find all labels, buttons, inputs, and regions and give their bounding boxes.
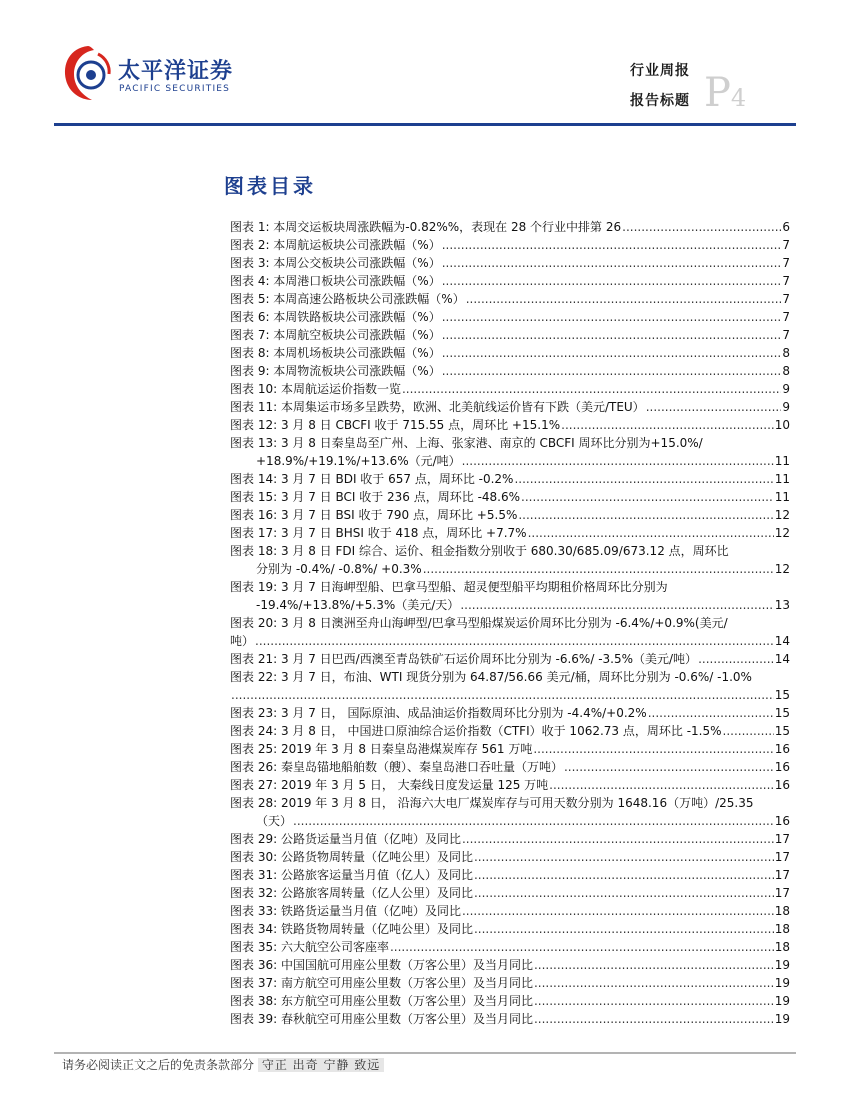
toc-entry-label: 图表 14: 3 月 7 日 BDI 收于 657 点，周环比 -0.2%: [230, 472, 514, 486]
toc-entry[interactable]: [230, 758, 790, 776]
toc-entry-label: 图表 30: 公路货物周转量（亿吨公里）及同比: [230, 850, 473, 864]
toc-entry-label: 图表 33: 铁路货运量当月值（亿吨）及同比: [230, 904, 461, 918]
toc-entry[interactable]: [230, 614, 790, 632]
toc-entry-continuation[interactable]: [230, 596, 790, 614]
pacific-securities-logo-icon: [60, 40, 116, 110]
company-logo: [60, 40, 350, 110]
toc-entry-label: 图表 3: 本周公交板块公司涨跌幅（%）: [230, 256, 441, 270]
toc-leader-dots: [474, 866, 774, 884]
toc-entry-continuation[interactable]: [230, 632, 790, 650]
company-motto: 守正 出奇 宁静 致远: [258, 1058, 384, 1072]
toc-entry-label: 图表 12: 3 月 8 日 CBCFI 收于 715.55 点，周环比 +15.1%: [230, 418, 561, 432]
toc-entry[interactable]: [230, 362, 790, 380]
toc-leader-dots: [442, 344, 782, 362]
table-of-figures: [230, 218, 790, 1028]
page-footer: [62, 1056, 384, 1073]
page-digit: 4: [730, 84, 747, 112]
toc-page-number: 10: [774, 418, 790, 432]
toc-entry[interactable]: [230, 398, 790, 416]
toc-entry[interactable]: [230, 542, 790, 560]
toc-entry[interactable]: [230, 794, 790, 812]
toc-entry-label-cont: -19.4%/+13.8%/+5.3%（美元/天）: [256, 598, 460, 612]
toc-entry-label: 图表 21: 3 月 7 日巴西/西澳至青岛铁矿石运价周环比分别为 -6.6%/ -3.5%（美元/吨）: [230, 652, 698, 666]
toc-entry-continuation[interactable]: [230, 686, 790, 704]
toc-leader-dots: [564, 758, 774, 776]
toc-entry[interactable]: [230, 506, 790, 524]
toc-leader-dots: [723, 722, 774, 740]
toc-leader-dots: [255, 632, 774, 650]
toc-entry-label: 图表 34: 铁路货物周转量（亿吨公里）及同比: [230, 922, 473, 936]
toc-entry-label: 图表 5: 本周高速公路板块公司涨跌幅（%）: [230, 292, 465, 306]
toc-page-number: 11: [774, 454, 790, 468]
toc-entry[interactable]: [230, 956, 790, 974]
toc-page-number: 15: [774, 706, 790, 720]
toc-entry[interactable]: [230, 272, 790, 290]
toc-leader-dots: [534, 956, 774, 974]
toc-entry[interactable]: [230, 974, 790, 992]
toc-page-number: 8: [782, 346, 790, 360]
report-category: 行业周报: [630, 63, 690, 79]
toc-leader-dots: [293, 812, 774, 830]
toc-entry[interactable]: [230, 434, 790, 452]
toc-entry-continuation[interactable]: [230, 812, 790, 830]
toc-page-number: 16: [774, 760, 790, 774]
toc-entry-label: 图表 38: 东方航空可用座公里数（万客公里）及当月同比: [230, 994, 533, 1008]
toc-page-number: 17: [774, 886, 790, 900]
toc-leader-dots: [442, 326, 782, 344]
toc-leader-dots: [698, 650, 774, 668]
toc-entry[interactable]: [230, 236, 790, 254]
toc-leader-dots: [549, 776, 774, 794]
toc-page-number: 7: [782, 256, 790, 270]
disclaimer-text: 请务必阅读正文之后的免责条款部分: [62, 1058, 255, 1072]
toc-entry-label: 图表 15: 3 月 7 日 BCI 收于 236 点，周环比 -48.6%: [230, 490, 521, 504]
toc-entry[interactable]: [230, 668, 790, 686]
toc-entry-label: 图表 39: 春秋航空可用座公里数（万客公里）及当月同比: [230, 1012, 533, 1026]
toc-entry-label-cont: +18.9%/+19.1%/+13.6%（元/吨）: [256, 454, 461, 468]
toc-page-number: 7: [782, 292, 790, 306]
page-number: [704, 70, 746, 116]
toc-entry-label: 图表 27: 2019 年 3 月 5 日， 大秦线日度发运量 125 万吨: [230, 778, 549, 792]
toc-leader-dots: [534, 992, 774, 1010]
toc-entry-label: 图表 1: 本周交运板块周涨跌幅为-0.82%%，表现在 28 个行业中排第 26: [230, 220, 622, 234]
toc-page-number: 14: [774, 634, 790, 648]
toc-page-number: 16: [774, 778, 790, 792]
toc-page-number: 19: [774, 1012, 790, 1026]
toc-leader-dots: [533, 740, 773, 758]
toc-leader-dots: [518, 506, 773, 524]
toc-page-number: 17: [774, 832, 790, 846]
toc-entry[interactable]: [230, 488, 790, 506]
toc-page-number: 8: [782, 364, 790, 378]
toc-entry[interactable]: [230, 884, 790, 902]
toc-entry-label: 图表 32: 公路旅客周转量（亿人公里）及同比: [230, 886, 473, 900]
toc-entry-label-cont: （天）: [256, 814, 293, 828]
toc-page-number: 16: [774, 814, 790, 828]
toc-entry[interactable]: [230, 524, 790, 542]
toc-entry-label: 图表 18: 3 月 8 日 FDI 综合、运价、租金指数分别收于 680.30/685.09/673.12 点，周环比: [230, 544, 729, 558]
toc-page-number: 7: [782, 238, 790, 252]
toc-entry[interactable]: [230, 218, 790, 236]
toc-leader-dots: [528, 524, 774, 542]
toc-leader-dots: [462, 902, 774, 920]
toc-entry[interactable]: [230, 920, 790, 938]
toc-page-number: 14: [774, 652, 790, 666]
toc-page-number: 17: [774, 868, 790, 882]
toc-entry-label-cont: 吨）: [230, 634, 255, 648]
toc-page-number: 12: [774, 562, 790, 576]
toc-entry[interactable]: [230, 704, 790, 722]
toc-entry[interactable]: [230, 308, 790, 326]
toc-page-number: 12: [774, 508, 790, 522]
toc-entry[interactable]: [230, 776, 790, 794]
toc-entry-label: 图表 9: 本周物流板块公司涨跌幅（%）: [230, 364, 441, 378]
toc-entry-label: 图表 16: 3 月 7 日 BSI 收于 790 点，周环比 +5.5%: [230, 508, 518, 522]
toc-entry-continuation[interactable]: [230, 560, 790, 578]
toc-entry-label: 图表 29: 公路货运量当月值（亿吨）及同比: [230, 832, 461, 846]
toc-entry[interactable]: [230, 1010, 790, 1028]
toc-entry-label: 图表 10: 本周航运运价指数一览: [230, 382, 401, 396]
toc-page-number: 19: [774, 994, 790, 1008]
toc-entry-label: 图表 4: 本周港口板块公司涨跌幅（%）: [230, 274, 441, 288]
toc-leader-dots: [534, 1010, 774, 1028]
toc-page-number: 7: [782, 274, 790, 288]
toc-page-number: 13: [774, 598, 790, 612]
toc-entry-label-cont: 分别为 -0.4%/ -0.8%/ +0.3%: [256, 562, 422, 576]
toc-entry-label: 图表 2: 本周航运板块公司涨跌幅（%）: [230, 238, 441, 252]
toc-page-number: 11: [774, 490, 790, 504]
toc-page-number: 17: [774, 850, 790, 864]
toc-entry-label: 图表 35: 六大航空公司客座率: [230, 940, 389, 954]
toc-leader-dots: [534, 974, 774, 992]
toc-leader-dots: [521, 488, 774, 506]
toc-entry[interactable]: [230, 740, 790, 758]
toc-leader-dots: [460, 596, 773, 614]
toc-page-number: 12: [774, 526, 790, 540]
toc-entry[interactable]: [230, 902, 790, 920]
toc-entry-continuation[interactable]: [230, 452, 790, 470]
toc-entry[interactable]: [230, 866, 790, 884]
toc-leader-dots: [474, 920, 774, 938]
toc-entry[interactable]: [230, 326, 790, 344]
toc-page-number: 9: [782, 382, 790, 396]
toc-entry-label: 图表 37: 南方航空可用座公里数（万客公里）及当月同比: [230, 976, 533, 990]
toc-page-number: 18: [774, 922, 790, 936]
toc-page-number: 6: [782, 220, 790, 234]
toc-entry[interactable]: [230, 416, 790, 434]
toc-entry-label: 图表 25: 2019 年 3 月 8 日秦皇岛港煤炭库存 561 万吨: [230, 742, 533, 756]
toc-leader-dots: [442, 254, 782, 272]
toc-entry-label: 图表 36: 中国国航可用座公里数（万客公里）及当月同比: [230, 958, 533, 972]
toc-page-number: 19: [774, 976, 790, 990]
header-divider: [54, 123, 796, 126]
toc-entry[interactable]: [230, 722, 790, 740]
toc-entry[interactable]: [230, 830, 790, 848]
toc-leader-dots: [423, 560, 774, 578]
toc-entry-label: 图表 23: 3 月 7 日， 国际原油、成品油运价指数周环比分别为 -4.4%/+0.2%: [230, 706, 647, 720]
toc-entry[interactable]: [230, 344, 790, 362]
toc-entry-label: 图表 28: 2019 年 3 月 8 日， 沿海六大电厂煤炭库存与可用天数分别为 1648.16（万吨）/25.35: [230, 796, 754, 810]
toc-entry-label: 图表 8: 本周机场板块公司涨跌幅（%）: [230, 346, 441, 360]
toc-entry[interactable]: [230, 380, 790, 398]
toc-leader-dots: [462, 452, 774, 470]
toc-entry[interactable]: [230, 470, 790, 488]
toc-page-number: 11: [774, 472, 790, 486]
toc-title: 图表目录: [224, 174, 316, 198]
toc-entry-label: 图表 26: 秦皇岛锚地船舶数（艘）、秦皇岛港口吞吐量（万吨）: [230, 760, 563, 774]
toc-page-number: 9: [782, 400, 790, 414]
toc-entry[interactable]: [230, 848, 790, 866]
toc-entry-label: 图表 20: 3 月 8 日澳洲至舟山海岬型/巴拿马型船煤炭运价周环比分别为 -6.4%/+0.9%(美元/: [230, 616, 728, 630]
toc-page-number: 15: [774, 688, 790, 702]
toc-leader-dots: [646, 398, 782, 416]
toc-entry[interactable]: [230, 992, 790, 1010]
toc-page-number: 7: [782, 310, 790, 324]
toc-entry[interactable]: [230, 938, 790, 956]
toc-leader-dots: [231, 686, 774, 704]
toc-leader-dots: [390, 938, 774, 956]
toc-entry-label: 图表 6: 本周铁路板块公司涨跌幅（%）: [230, 310, 441, 324]
toc-leader-dots: [466, 290, 782, 308]
toc-leader-dots: [462, 830, 774, 848]
toc-leader-dots: [474, 848, 774, 866]
toc-leader-dots: [442, 272, 782, 290]
toc-page-number: 7: [782, 328, 790, 342]
toc-leader-dots: [474, 884, 774, 902]
toc-entry-label: 图表 7: 本周航空板块公司涨跌幅（%）: [230, 328, 441, 342]
toc-page-number: 18: [774, 940, 790, 954]
toc-page-number: 15: [774, 724, 790, 738]
toc-page-number: 18: [774, 904, 790, 918]
logo-chinese-name: 太平洋证券: [118, 59, 234, 84]
toc-leader-dots: [442, 236, 782, 254]
toc-leader-dots: [442, 308, 782, 326]
toc-entry[interactable]: [230, 254, 790, 272]
toc-leader-dots: [561, 416, 774, 434]
logo-english-name: PACIFIC SECURITIES: [119, 84, 231, 94]
toc-entry-label: 图表 13: 3 月 8 日秦皇岛至广州、上海、张家港、南京的 CBCFI 周环比分别为+15.0%/: [230, 436, 703, 450]
report-title-label: 报告标题: [630, 93, 690, 109]
toc-entry-label: 图表 22: 3 月 7 日，布油、WTI 现货分别为 64.87/56.66 美元/桶，周环比分别为 -0.6%/ -1.0%: [230, 670, 752, 684]
footer-divider: [54, 1052, 796, 1054]
toc-leader-dots: [442, 362, 782, 380]
toc-page-number: 16: [774, 742, 790, 756]
toc-leader-dots: [648, 704, 774, 722]
page-letter: P: [704, 70, 731, 116]
toc-entry[interactable]: [230, 578, 790, 596]
page-header: [0, 0, 850, 130]
toc-entry-label: 图表 19: 3 月 7 日海岬型船、巴拿马型船、超灵便型船平均期租价格周环比分别为: [230, 580, 668, 594]
toc-entry-label: 图表 17: 3 月 7 日 BHSI 收于 418 点，周环比 +7.7%: [230, 526, 527, 540]
toc-leader-dots: [622, 218, 781, 236]
toc-entry[interactable]: [230, 650, 790, 668]
toc-entry-label: 图表 24: 3 月 8 日， 中国进口原油综合运价指数（CTFI）收于 1062.73 点，周环比 -1.5%: [230, 724, 722, 738]
toc-page-number: 19: [774, 958, 790, 972]
toc-entry[interactable]: [230, 290, 790, 308]
toc-leader-dots: [514, 470, 773, 488]
toc-entry-label: 图表 31: 公路旅客运量当月值（亿人）及同比: [230, 868, 473, 882]
toc-leader-dots: [402, 380, 781, 398]
toc-entry-label: 图表 11: 本周集运市场多呈跌势，欧洲、北美航线运价皆有下跌（美元/TEU）: [230, 400, 645, 414]
